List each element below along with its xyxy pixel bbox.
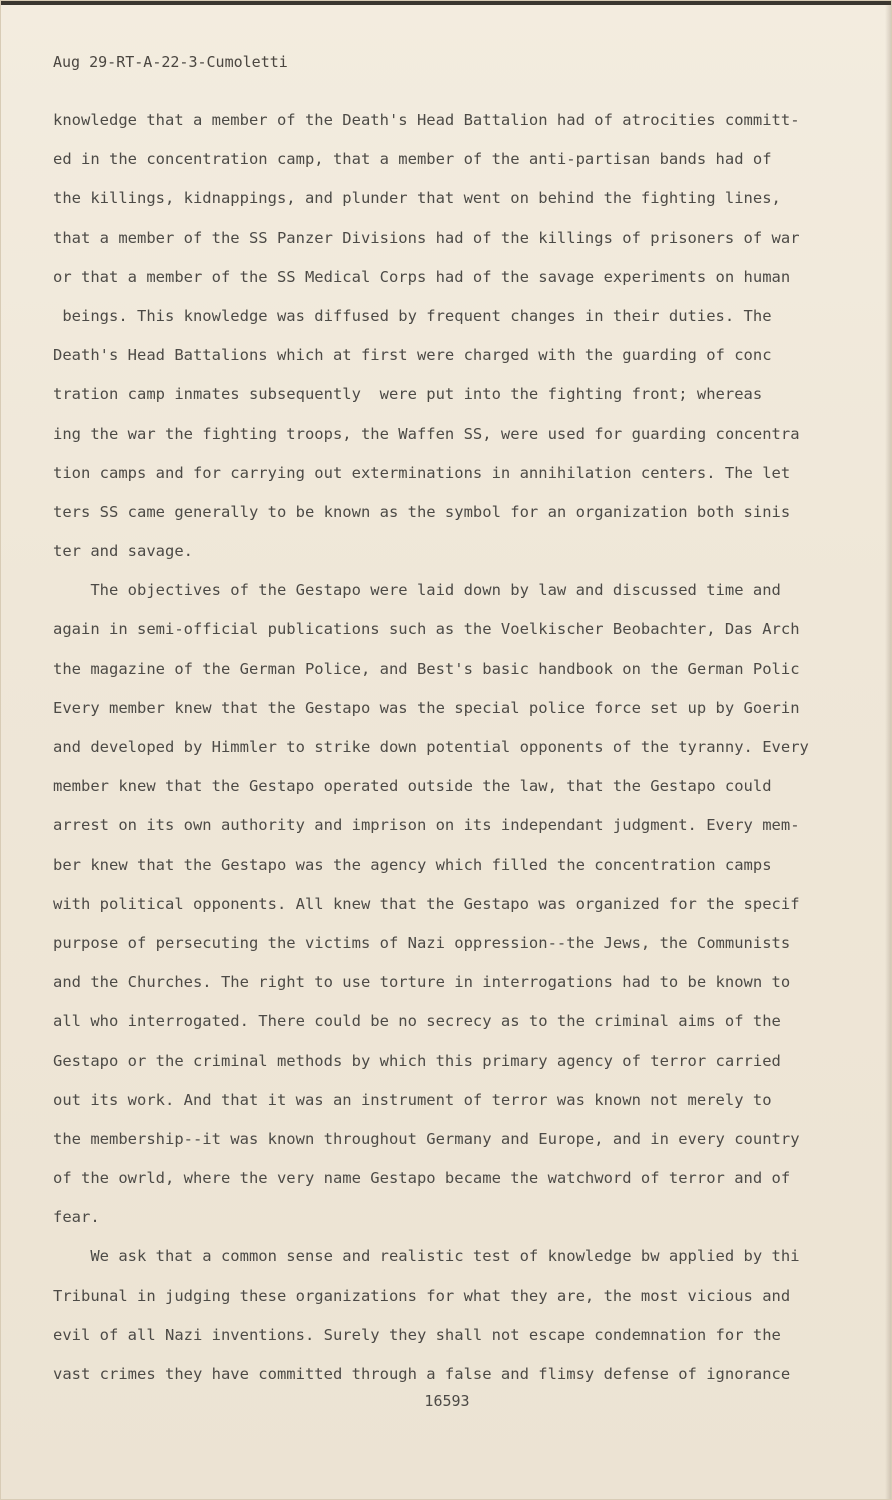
document-header: Aug 29-RT-A-22-3-Cumoletti	[53, 53, 288, 71]
text-line: The objectives of the Gestapo were laid down by law and discussed time and	[53, 581, 781, 600]
text-line: all who interrogated. There could be no secrecy as to the criminal aims of the	[53, 1012, 781, 1031]
text-line: again in semi-official publications such as the Voelkischer Beobachter, Das Arch	[53, 620, 800, 639]
text-line: the magazine of the German Police, and Best's basic handbook on the German Polic	[53, 659, 800, 678]
text-line: ed in the concentration camp, that a member of the anti-partisan bands had of	[53, 150, 772, 169]
text-line: evil of all Nazi inventions. Surely they shall not escape condemnation for the	[53, 1325, 781, 1344]
text-line: beings. This knowledge was diffused by frequent changes in their duties. The	[53, 306, 772, 325]
text-line: tration camp inmates subsequently were put into the fighting front; whereas	[53, 385, 763, 404]
text-line: ter and savage.	[53, 542, 193, 561]
text-line: vast crimes they have committed through a false and flimsy defense of ignorance	[53, 1365, 791, 1383]
text-line: ters SS came generally to be known as the symbol for an organization both sinis	[53, 502, 791, 521]
text-line: fear.	[53, 1208, 100, 1227]
text-line: out its work. And that it was an instrument of terror was known not merely to	[53, 1090, 772, 1109]
page-edge-shadow	[885, 1, 891, 1500]
text-line: that a member of the SS Panzer Divisions had of the killings of prisoners of war	[53, 228, 800, 247]
text-line: the killings, kidnappings, and plunder that went on behind the fighting lines,	[53, 189, 781, 208]
text-line: the membership--it was known throughout Germany and Europe, and in every country	[53, 1129, 800, 1148]
text-line: member knew that the Gestapo operated outside the law, that the Gestapo could	[53, 777, 772, 796]
text-line: arrest on its own authority and imprison on its independant judgment. Every mem-	[53, 816, 800, 835]
text-line: purpose of persecuting the victims of Nazi oppression--the Jews, the Communists	[53, 933, 791, 952]
text-line: ber knew that the Gestapo was the agency which filled the concentration camps	[53, 855, 772, 874]
text-line: with political opponents. All knew that the Gestapo was organized for the specif	[53, 894, 800, 913]
text-line: or that a member of the SS Medical Corps had of the savage experiments on human	[53, 267, 791, 286]
text-line: We ask that a common sense and realistic test of knowledge bw applied by thi	[53, 1247, 800, 1266]
text-line: knowledge that a member of the Death's Head Battalion had of atrocities committ-	[53, 111, 800, 129]
text-line: Every member knew that the Gestapo was the special police force set up by Goerin	[53, 698, 800, 717]
scan-edge	[1, 1, 892, 5]
page-number: 16593	[424, 1392, 470, 1410]
text-line: ing the war the fighting troops, the Waffen SS, were used for guarding concentra	[53, 424, 800, 443]
text-line: tion camps and for carrying out exterminations in annihilation centers. The let	[53, 463, 791, 482]
text-line: of the owrld, where the very name Gestapo became the watchword of terror and of	[53, 1169, 791, 1188]
text-line: Gestapo or the criminal methods by which this primary agency of terror carried	[53, 1051, 781, 1070]
text-line: Death's Head Battalions which at first were charged with the guarding of conc	[53, 346, 772, 365]
text-line: and the Churches. The right to use torture in interrogations had to be known to	[53, 973, 791, 992]
text-line: Tribunal in judging these organizations for what they are, the most vicious and	[53, 1286, 791, 1305]
text-line: and developed by Himmler to strike down potential opponents of the tyranny. Every	[53, 738, 809, 756]
document-body	[53, 101, 843, 1394]
